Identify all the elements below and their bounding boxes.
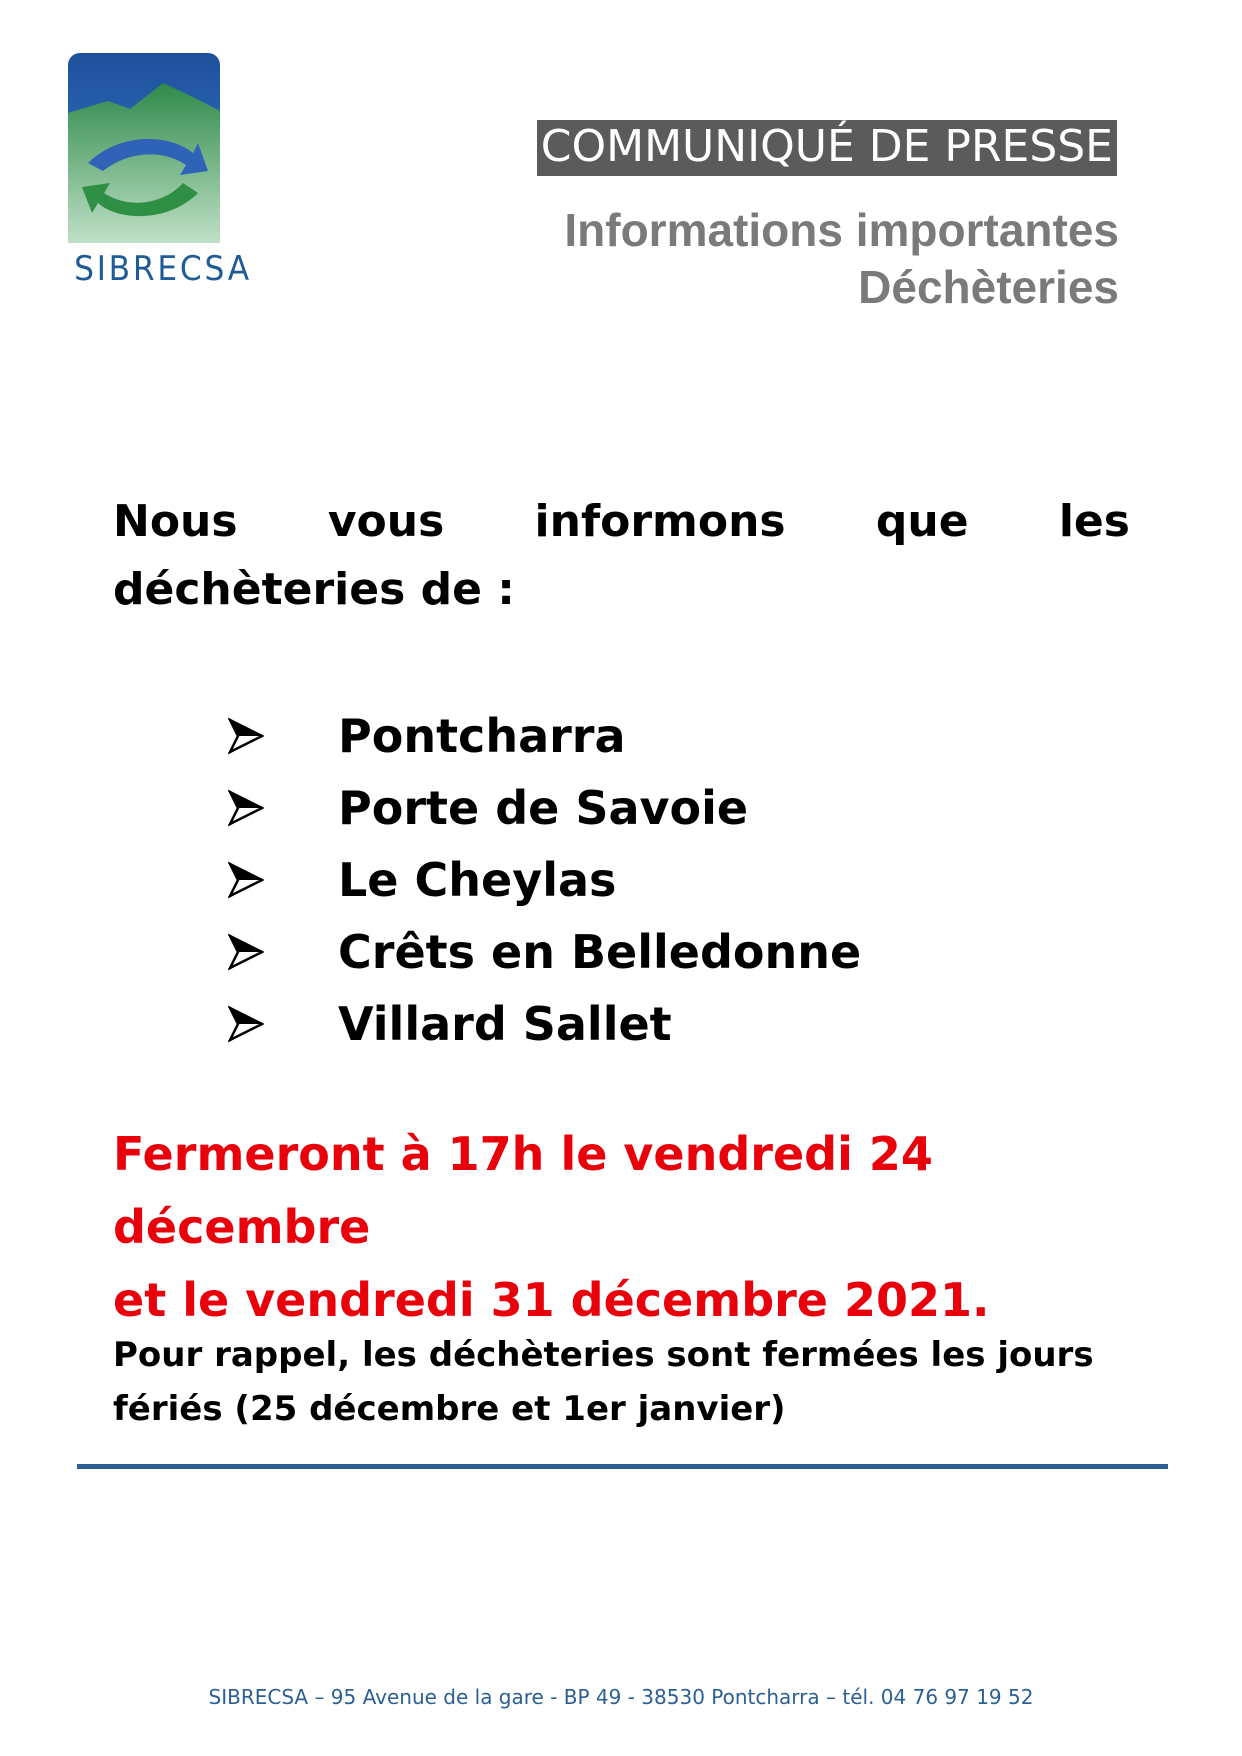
center-name: Le Cheylas: [338, 853, 617, 907]
reminder-line-1: Pour rappel, les déchèteries sont fermées les jours: [113, 1335, 1094, 1375]
intro-line-1: [113, 488, 1130, 556]
intro-word: les: [1058, 496, 1130, 547]
list-item: [228, 844, 861, 916]
arrow-bullet-icon: [228, 862, 338, 898]
recycling-centers-list: [228, 700, 861, 1060]
center-name: Porte de Savoie: [338, 781, 749, 835]
list-item: [228, 916, 861, 988]
intro-word: Nous: [113, 496, 238, 547]
logo-mountain-arrows-icon: [68, 53, 220, 243]
closure-line-1: Fermeront à 17h le vendredi 24 décembre: [113, 1127, 933, 1254]
footer-address: SIBRECSA – 95 Avenue de la gare - BP 49 - 38530 Pontcharra – tél. 04 76 97 19 52: [208, 1685, 1034, 1709]
list-item: [228, 700, 861, 772]
arrow-bullet-icon: [228, 1006, 338, 1042]
list-item: [228, 772, 861, 844]
center-name: Crêts en Belledonne: [338, 925, 862, 979]
intro-word: vous: [327, 496, 445, 547]
holiday-reminder: [113, 1328, 1153, 1436]
subtitle-line-1: Informations importantes: [564, 204, 1119, 256]
press-release-label: COMMUNIQUÉ DE PRESSE: [537, 120, 1117, 176]
intro-line-2: déchèteries de :: [113, 564, 515, 615]
sibrecsa-logo: [68, 53, 252, 293]
closure-notice: [113, 1118, 1153, 1337]
subtitle-line-2: Déchèteries: [858, 261, 1119, 313]
reminder-line-2: fériés (25 décembre et 1er janvier): [113, 1389, 786, 1429]
logo-text: SIBRECSA: [74, 249, 252, 289]
arrow-bullet-icon: [228, 718, 338, 754]
document-subtitle: [564, 202, 1119, 316]
arrow-bullet-icon: [228, 790, 338, 826]
intro-word: que: [875, 496, 969, 547]
arrow-bullet-icon: [228, 934, 338, 970]
center-name: Pontcharra: [338, 709, 626, 763]
center-name: Villard Sallet: [338, 997, 672, 1051]
intro-word: informons: [534, 496, 786, 547]
closure-line-2: et le vendredi 31 décembre 2021.: [113, 1273, 990, 1327]
intro-paragraph: [113, 488, 1130, 624]
footer-divider: [77, 1464, 1168, 1469]
list-item: [228, 988, 861, 1060]
